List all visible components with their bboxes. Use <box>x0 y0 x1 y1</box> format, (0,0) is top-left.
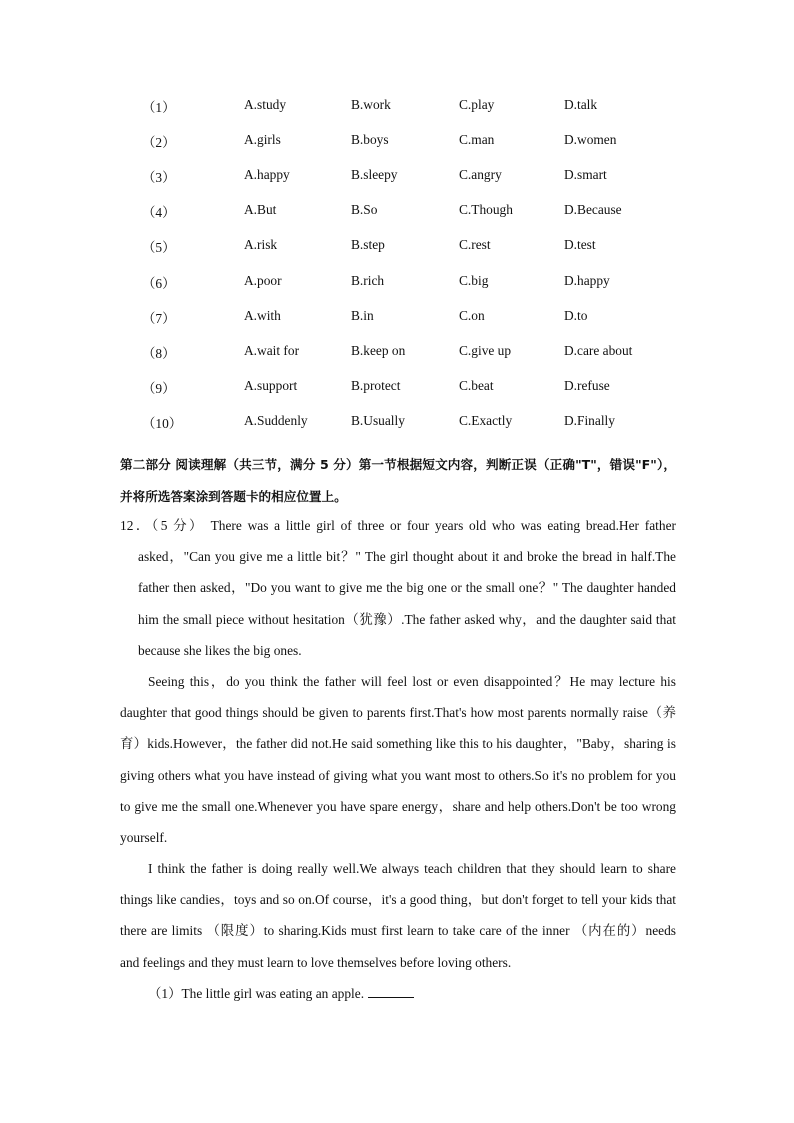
option-b: B.in <box>351 308 374 323</box>
option-c: C.man <box>459 132 495 147</box>
option-a: A.study <box>244 97 287 112</box>
item-number: （7） <box>142 311 176 326</box>
item-number: （6） <box>142 276 176 291</box>
option-row <box>0 202 794 237</box>
section-heading: 第二部分 阅读理解（共三节，满分 5 分）第一节根据短文内容，判断正误（正确"T"，错误"F"），并将所选答案涂到答题卡的相应位置上。 <box>120 457 676 504</box>
item-number: （5） <box>142 240 176 255</box>
option-row <box>0 167 794 202</box>
option-d: D.refuse <box>564 378 610 393</box>
item-number: （3） <box>142 170 176 185</box>
option-a: A.wait for <box>244 343 300 358</box>
option-row <box>0 308 794 343</box>
sub-question-1-text: （1）The little girl was eating an apple. <box>148 986 365 1001</box>
option-d: D.talk <box>564 97 598 112</box>
option-c: C.beat <box>459 378 494 393</box>
option-a: A.But <box>244 202 277 217</box>
option-b: B.work <box>351 97 391 112</box>
option-row <box>0 132 794 167</box>
option-c: C.on <box>459 308 485 323</box>
item-number: （9） <box>142 381 176 396</box>
option-c: C.Though <box>459 202 513 217</box>
sub-question-1 <box>148 978 414 1009</box>
answer-blank[interactable] <box>368 985 414 998</box>
option-b: B.step <box>351 237 385 252</box>
item-number: （2） <box>142 135 176 150</box>
option-row <box>0 413 794 448</box>
item-number: （8） <box>142 346 176 361</box>
option-a: A.risk <box>244 237 278 252</box>
option-a: A.girls <box>244 132 281 147</box>
option-b: B.sleepy <box>351 167 398 182</box>
option-c: C.rest <box>459 237 491 252</box>
option-d: D.to <box>564 308 588 323</box>
option-d: D.test <box>564 237 596 252</box>
option-row <box>0 273 794 308</box>
option-row <box>0 97 794 132</box>
item-number: （10） <box>142 416 183 431</box>
option-a: A.with <box>244 308 281 323</box>
question-12-intro: 12．（5 分） There was a little girl of three or four years old who was eating bread.Her father asked，"Can you give me a little bit？" The girl thought about it and broke the bread in half.The father then asked，"Do you want to give me the big one or the small one？" The daughter handed him the small piece without hesitation（犹豫）.The father asked why，and the daughter said that because she likes the big ones. <box>120 518 676 658</box>
option-row <box>0 237 794 272</box>
option-row <box>0 343 794 378</box>
option-d: D.smart <box>564 167 607 182</box>
option-c: C.big <box>459 273 489 288</box>
option-b: B.Usually <box>351 413 405 428</box>
option-d: D.care about <box>564 343 633 358</box>
option-a: A.poor <box>244 273 282 288</box>
option-b: B.boys <box>351 132 389 147</box>
option-c: C.give up <box>459 343 512 358</box>
question-12-passage <box>120 510 676 666</box>
option-b: B.rich <box>351 273 385 288</box>
passage-paragraph-3: I think the father is doing really well.We always teach children that they should learn to share things like candies，toys and so on.Of course，it's a good thing，but don't forget to tell your kids that there are limits （限度）to sharing.Kids must first learn to take care of the inner （内在的）needs and feelings and they must learn to love themselves before loving others. <box>120 861 676 970</box>
option-d: D.happy <box>564 273 610 288</box>
item-number: （1） <box>142 100 176 115</box>
option-b: B.protect <box>351 378 401 393</box>
option-a: A.Suddenly <box>244 413 308 428</box>
option-c: C.angry <box>459 167 502 182</box>
option-c: C.Exactly <box>459 413 513 428</box>
option-d: D.Because <box>564 202 622 217</box>
option-a: A.happy <box>244 167 290 182</box>
option-row <box>0 378 794 413</box>
item-number: （4） <box>142 205 176 220</box>
option-c: C.play <box>459 97 495 112</box>
passage-paragraph-2: Seeing this，do you think the father will feel lost or even disappointed？He may lecture his daughter that good things should be given to parents first.That's how most parents normally raise（养育）kids.However，the father did not.He said something like this to his daughter，"Baby，sharing is giving others what you have instead of giving what you want most to others.So it's no problem for you to give me the small one.Whenever you have spare energy，share and help others.Don't be too wrong yourself. <box>120 674 676 846</box>
option-b: B.So <box>351 202 378 217</box>
option-d: D.women <box>564 132 617 147</box>
option-a: A.support <box>244 378 298 393</box>
option-d: D.Finally <box>564 413 615 428</box>
option-b: B.keep on <box>351 343 406 358</box>
